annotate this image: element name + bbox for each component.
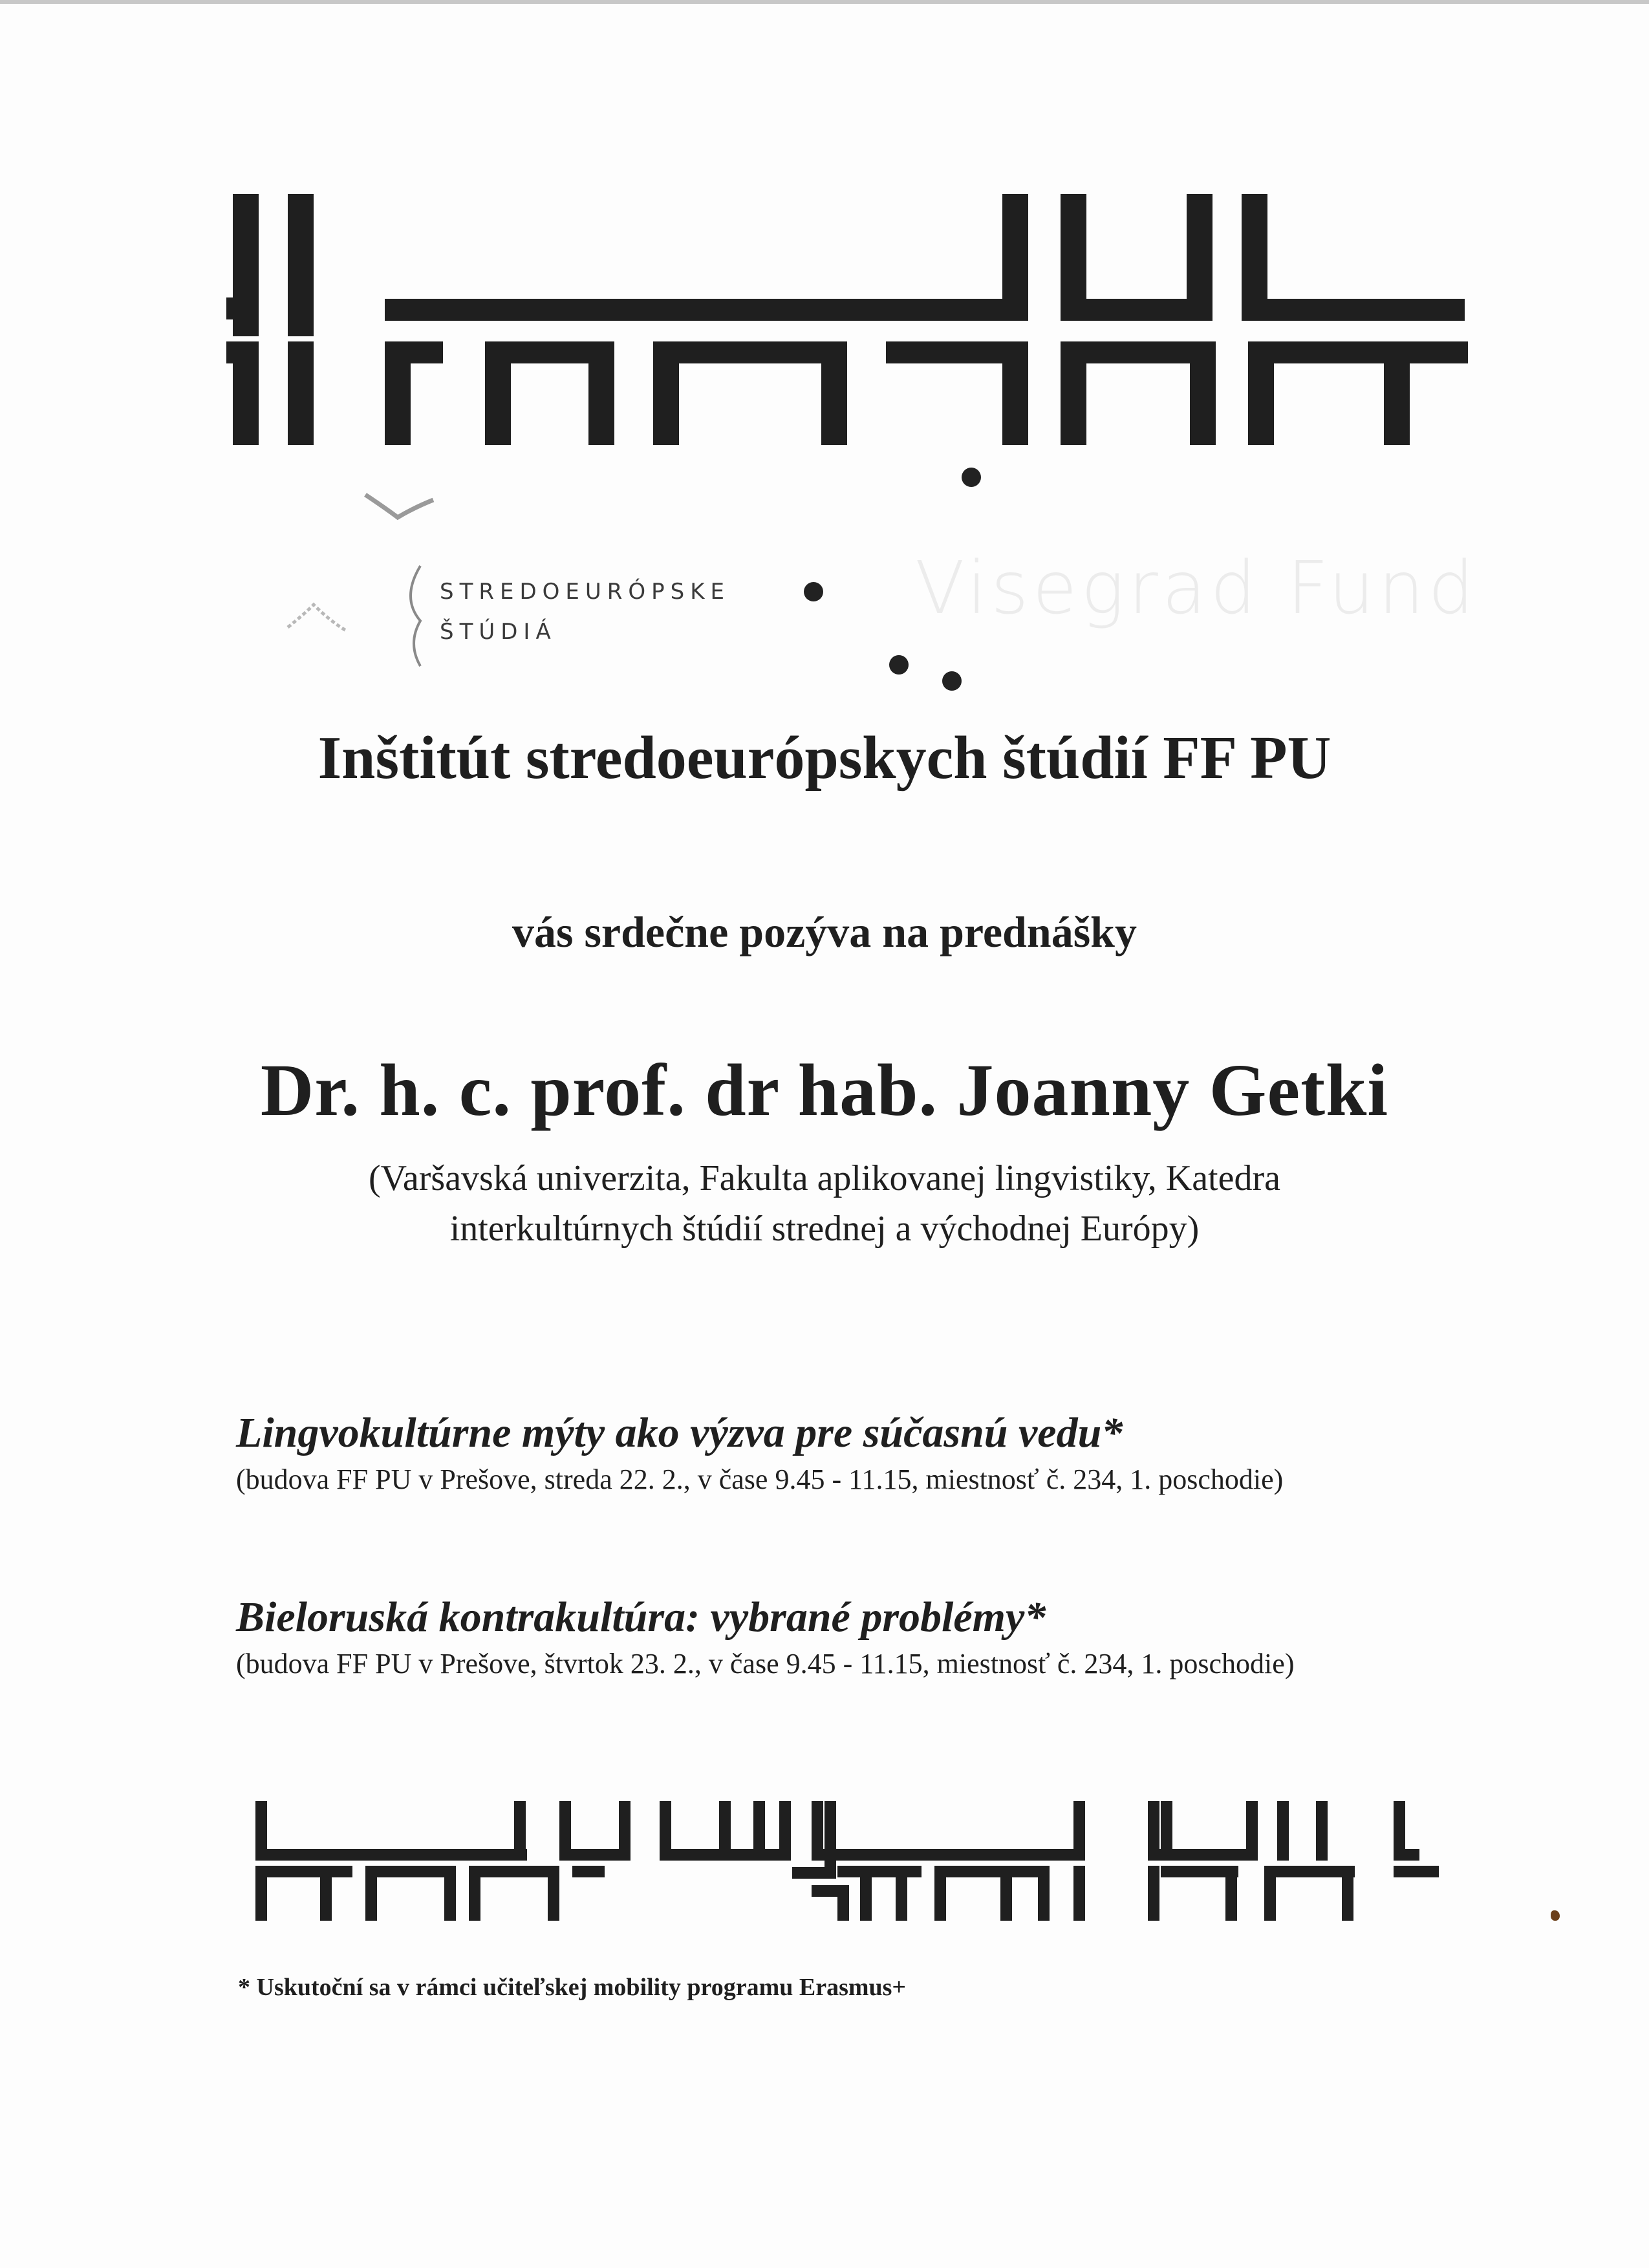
lecture-2-details: (budova FF PU v Prešove, štvrtok 23. 2., v čase 9.45 - 11.15, miestnosť č. 234, 1. poschodie) (236, 1648, 1295, 1679)
top-ornament (226, 194, 1468, 446)
scan-top-edge (0, 0, 1649, 4)
lecture-1-title: Lingvokultúrne mýty ako výzva pre súčasnú vedu* (236, 1409, 1123, 1456)
dot (962, 468, 981, 487)
bottom-ornament (255, 1801, 1445, 1921)
speaker-affiliation (0, 1153, 1649, 1254)
dot (942, 671, 962, 691)
affiliation-line2: interkultúrnych štúdií strednej a východnej Európy) (449, 1209, 1200, 1249)
dot (889, 655, 909, 675)
visegrad-fund-logo: Visegrad Fund (915, 546, 1478, 631)
logo-text-line1: STREDOEURÓPSKE (440, 579, 731, 605)
institute-logo-mark (275, 482, 449, 669)
lecture-2-title: Bieloruská kontrakultúra: vybrané problémy* (236, 1593, 1046, 1641)
speaker-name: Dr. h. c. prof. dr hab. Joanny Getki (260, 1049, 1389, 1131)
footnote: * Uskutoční sa v rámci učiteľskej mobility programu Erasmus+ (238, 1974, 907, 2001)
lecture-1-details: (budova FF PU v Prešove, streda 22. 2., v čase 9.45 - 11.15, miestnosť č. 234, 1. poschodie) (236, 1463, 1284, 1495)
logo-text-line2: ŠTÚDIÁ (440, 619, 557, 645)
affiliation-line1: (Varšavská univerzita, Fakulta aplikovanej lingvistiky, Katedra (369, 1158, 1280, 1198)
invitation-text: vás srdečne pozýva na prednášky (512, 907, 1137, 956)
institute-name: Inštitút stredoeurópskych štúdií FF PU (318, 724, 1331, 792)
dot (804, 582, 823, 601)
scan-stain (1551, 1910, 1560, 1921)
